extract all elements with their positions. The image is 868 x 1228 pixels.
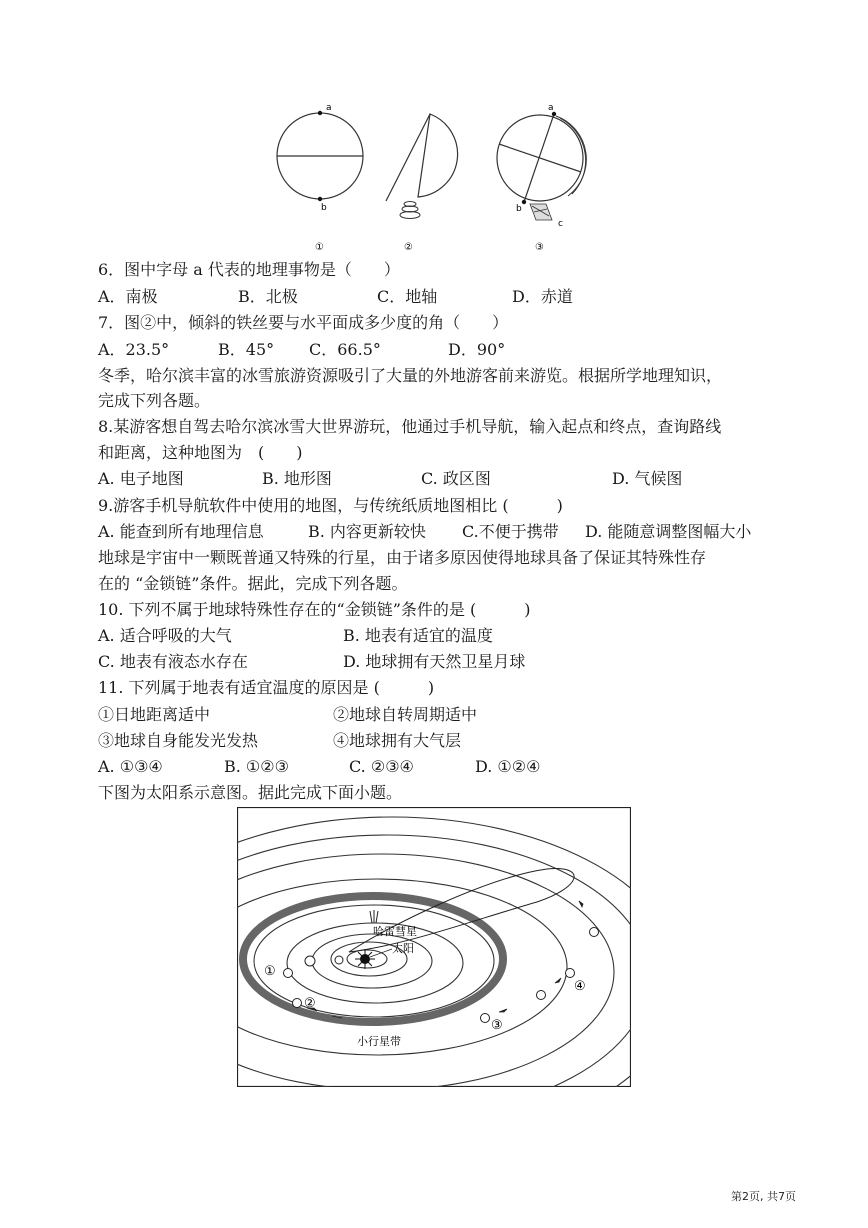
q11-item-2: ②地球自转周期适中 xyxy=(333,705,478,724)
figure-frame xyxy=(238,808,631,1087)
q7-option-c: C．66.5° xyxy=(309,340,381,359)
panel-1-label: ① xyxy=(315,242,324,253)
asteroid-belt-label: 小行星带 xyxy=(357,1035,401,1048)
q6-option-a: A．南极 xyxy=(98,287,158,306)
sun-icon xyxy=(355,949,375,969)
marker-3: ③ xyxy=(491,1018,503,1033)
q9-stem: 9.游客手机导航软件中使用的地图，与传统纸质地图相比 ( ) xyxy=(98,496,563,515)
q11-option-d: D. ①②④ xyxy=(475,757,541,776)
q7-option-d: D．90° xyxy=(448,340,506,359)
globe-diagrams xyxy=(262,100,622,256)
q10-stem: 10. 下列不属于地球特殊性存在的“金锁链”条件的是 ( ) xyxy=(98,600,531,619)
sun-label: 太阳 xyxy=(392,942,414,955)
q8-stem-line1: 8.某游客想自驾去哈尔滨冰雪大世界游玩，他通过手机导航，输入起点和终点，查询路线 xyxy=(98,417,722,436)
marker-1: ① xyxy=(264,964,276,979)
q9-option-b: B. 内容更新较快 xyxy=(308,522,426,541)
intro2-line1: 地球是宇宙中一颗既普通又特殊的行星，由于诸多原因使得地球具备了保证其特殊性存 xyxy=(98,548,707,567)
label-c: c xyxy=(558,219,563,229)
page-footer: 第2页, 共7页 xyxy=(731,1190,796,1203)
panel-3-label: ③ xyxy=(535,242,544,253)
intro1-line2: 完成下列各题。 xyxy=(98,391,211,410)
solar-system-diagram xyxy=(237,807,631,1087)
q11-item-4: ④地球拥有大气层 xyxy=(333,731,462,750)
q8-option-b: B. 地形图 xyxy=(262,469,332,488)
q7-stem: 7．图②中，倾斜的铁丝要与水平面成多少度的角（ ） xyxy=(98,313,509,332)
q9-option-c: C.不便于携带 xyxy=(462,522,559,541)
globe-panel-1 xyxy=(277,103,363,253)
q10-option-b: B. 地表有适宜的温度 xyxy=(343,626,493,645)
label-b-panel3: b xyxy=(516,204,522,214)
intro1-line1: 冬季，哈尔滨丰富的冰雪旅游资源吸引了大量的外地游客前来游览。根据所学地理知识， xyxy=(98,366,723,385)
q9-option-a: A. 能查到所有地理信息 xyxy=(98,522,264,541)
marker-4: ④ xyxy=(574,979,586,994)
label-a: a xyxy=(326,103,332,113)
globe-panel-3 xyxy=(497,103,586,253)
q10-option-c: C. 地表有液态水存在 xyxy=(98,652,248,671)
q11-stem: 11. 下列属于地表有适宜温度的原因是 ( ) xyxy=(98,678,435,697)
q6-stem: 6．图中字母 a 代表的地理事物是（ ） xyxy=(98,260,400,279)
q8-option-d: D. 气候图 xyxy=(612,469,683,488)
intro3: 下图为太阳系示意图。据此完成下面小题。 xyxy=(98,783,403,802)
q11-option-b: B. ①②③ xyxy=(224,757,289,776)
q9-option-d: D. 能随意调整图幅大小 xyxy=(585,522,752,541)
q7-option-b: B．45° xyxy=(218,340,275,359)
panel-2-label: ② xyxy=(404,242,413,253)
q8-stem-line2: 和距离，这种地图为 ( ) xyxy=(98,443,303,462)
marker-2: ② xyxy=(304,996,316,1011)
q10-option-a: A. 适合呼吸的大气 xyxy=(98,626,232,645)
q11-item-3: ③地球自身能发光发热 xyxy=(98,731,259,750)
q7-option-a: A．23.5° xyxy=(98,340,170,359)
q6-option-c: C．地轴 xyxy=(377,287,438,306)
q6-option-d: D．赤道 xyxy=(512,287,573,306)
q11-option-a: A. ①③④ xyxy=(98,757,163,776)
label-b: b xyxy=(321,203,327,213)
comet-label: 哈雷彗星 xyxy=(373,925,417,938)
q6-option-b: B．北极 xyxy=(238,287,298,306)
q11-option-c: C. ②③④ xyxy=(349,757,414,776)
intro2-line2: 在的 “金锁链”条件。据此，完成下列各题。 xyxy=(98,574,408,593)
q8-option-c: C. 政区图 xyxy=(421,469,491,488)
q11-item-1: ①日地距离适中 xyxy=(98,705,211,724)
globe-panel-2 xyxy=(386,114,458,253)
q10-option-d: D. 地球拥有天然卫星月球 xyxy=(343,652,526,671)
label-a-panel3: a xyxy=(548,103,554,113)
q8-option-a: A. 电子地图 xyxy=(98,469,184,488)
